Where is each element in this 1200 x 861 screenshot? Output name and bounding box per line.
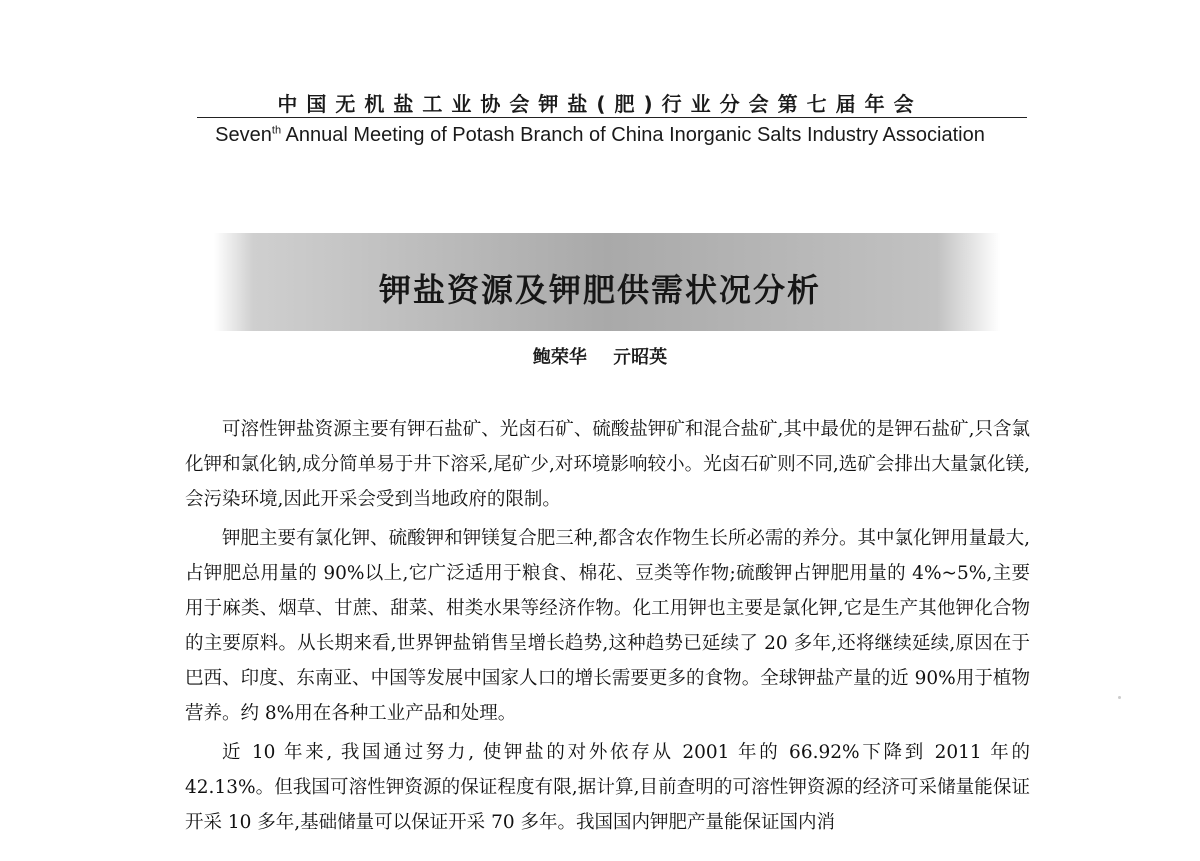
- conference-title-cn: 中国无机盐工业协会钾盐(肥)行业分会第七届年会: [277, 92, 923, 116]
- conference-title-en-prefix: Seven: [215, 124, 272, 146]
- conference-title-en-rest: Annual Meeting of Potash Branch of China Inorganic Salts Industry Association: [281, 124, 985, 146]
- conference-title-en: [0, 124, 1200, 147]
- header-divider: [197, 117, 1027, 118]
- scan-speck: [1118, 696, 1121, 699]
- article-title: 钾盐资源及钾肥供需状况分析: [378, 271, 821, 309]
- conference-title-en-sup: th: [271, 124, 282, 137]
- paragraph-2: 钾肥主要有氯化钾、硫酸钾和钾镁复合肥三种,都含农作物生长所必需的养分。其中氯化钾用量最大,占钾肥总用量的 90%以上,它广泛适用于粮食、棉花、豆类等作物;硫酸钾占钾肥用量的 4%~5%,主要用于麻类、烟草、甘蔗、甜菜、柑类水果等经济作物。化工用钾也主要是氯化钾,它是生产其他钾化合物的主要原料。从长期来看,世界钾盐销售呈增长趋势,这种趋势已延续了 20 多年,还将继续延续,原因在于巴西、印度、东南亚、中国等发展中国家人口的增长需要更多的食物。全球钾盐产量的近 90%用于植物营养。约 8%用在各种工业产品和处理。: [185, 528, 1030, 724]
- article-authors: 鲍荣华 亓昭英: [532, 347, 668, 368]
- article-body: [185, 412, 1030, 844]
- paragraph-3: 近 10 年来, 我国通过努力, 使钾盐的对外依存从 2001 年的 66.92%下降到 2011 年的 42.13%。但我国可溶性钾资源的保证程度有限,据计算,目前查明的可溶性钾资源的经济可采储量能保证开采 10 多年,基础储量可以保证开采 70 多年。我国国内钾肥产量能保证国内消: [185, 742, 1030, 833]
- paragraph-1: 可溶性钾盐资源主要有钾石盐矿、光卤石矿、硫酸盐钾矿和混合盐矿,其中最优的是钾石盐矿,只含氯化钾和氯化钠,成分简单易于井下溶采,尾矿少,对环境影响较小。光卤石矿则不同,选矿会排出大量氯化镁,会污染环境,因此开采会受到当地政府的限制。: [185, 419, 1030, 510]
